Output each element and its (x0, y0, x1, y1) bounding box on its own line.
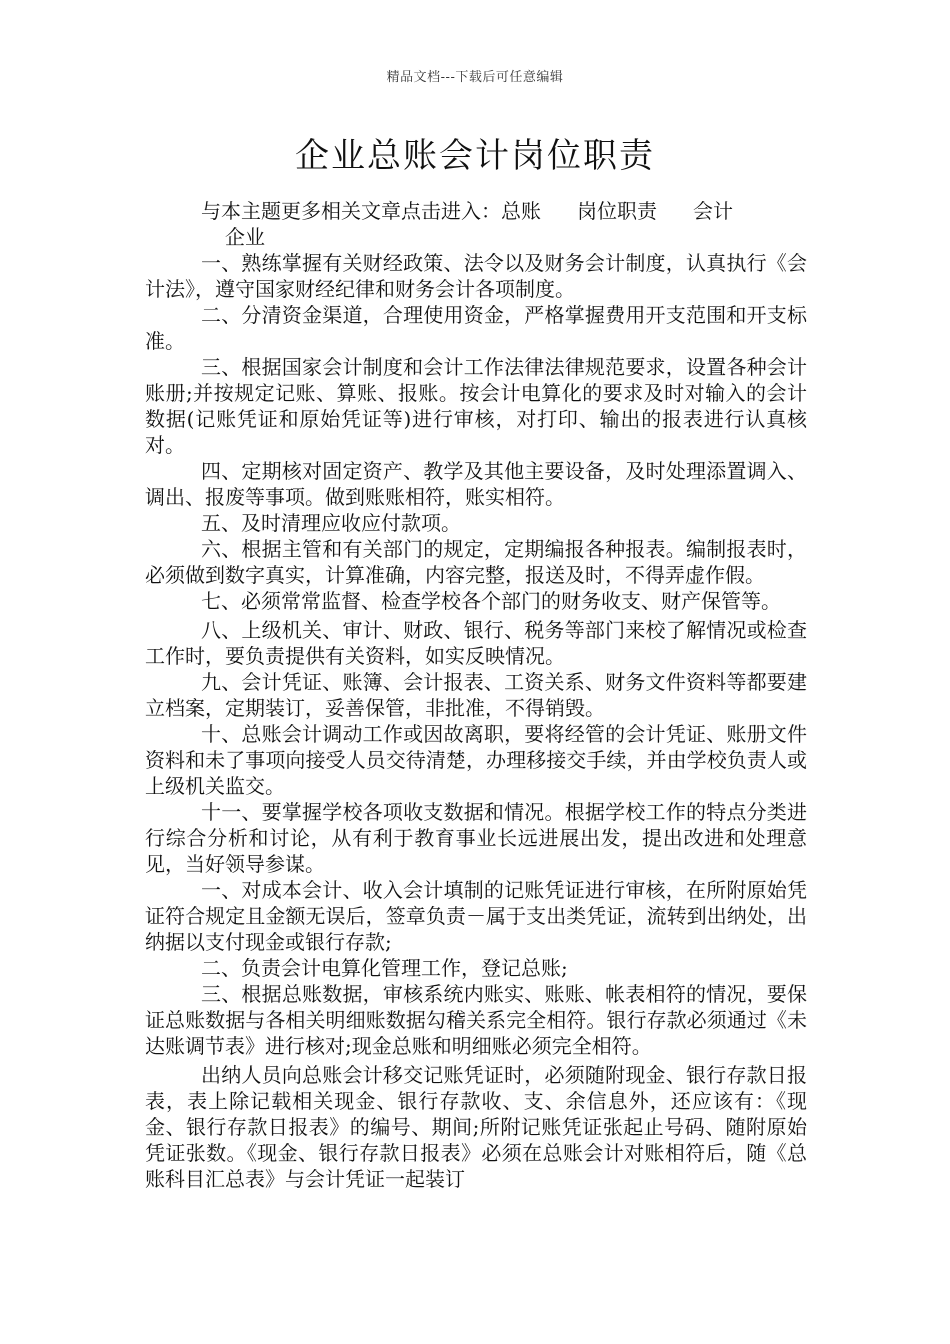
related-link-enterprise[interactable]: 企业 (225, 225, 265, 249)
paragraph: 三、根据总账数据，审核系统内账实、账账、帐表相符的情况，要保证总账数据与各相关明细账数据勾稽关系完全相符。银行存款必须通过《未达账调节表》进行核对;现金总账和明细账必须完全相符。 (145, 982, 807, 1058)
paragraph: 出纳人员向总账会计移交记账凭证时，必须随附现金、银行存款日报表，表上除记载相关现金、银行存款收、支、余信息外，还应该有：《现金、银行存款日报表》的编号、期间;所附记账凭证张起止号码、随附原始凭证张数。《现金、银行存款日报表》必须在总账会计对账相符后，随《总账科目汇总表》与会计凭证一起装订 (145, 1063, 807, 1191)
paragraph: 八、上级机关、审计、财政、银行、税务等部门来校了解情况或检查工作时，要负责提供有关资料，如实反映情况。 (145, 618, 807, 668)
related-prefix: 与本主题更多相关文章点击进入： (201, 199, 501, 223)
paragraph: 十、总账会计调动工作或因故离职，要将经管的会计凭证、账册文件资料和未了事项向接受人员交待清楚，办理移接交手续，并由学校负责人或上级机关监交。 (145, 722, 807, 798)
paragraph: 二、负责会计电算化管理工作，登记总账; (201, 956, 568, 980)
related-link-accounting[interactable]: 会计 (693, 199, 733, 223)
page-header: 精品文档---下载后可任意编辑 (386, 70, 564, 85)
related-line (201, 198, 733, 224)
paragraph: 七、必须常常监督、检查学校各个部门的财务收支、财产保管等。 (201, 589, 781, 613)
paragraph: 四、定期核对固定资产、教学及其他主要设备，及时处理添置调入、调出、报废等事项。做到账账相符，账实相符。 (145, 459, 807, 509)
paragraph: 五、及时清理应收应付款项。 (201, 511, 461, 535)
related-line-2 (201, 224, 807, 250)
paragraph: 二、分清资金渠道，合理使用资金，严格掌握费用开支范围和开支标准。 (145, 303, 807, 353)
paragraph: 六、根据主管和有关部门的规定，定期编报各种报表。编制报表时，必须做到数字真实，计算准确，内容完整，报送及时，不得弄虚作假。 (145, 537, 807, 587)
paragraph: 九、会计凭证、账簿、会计报表、工资关系、财务文件资料等都要建立档案，定期装订，妥善保管，非批准，不得销毁。 (145, 670, 807, 720)
related-articles (145, 198, 807, 250)
paragraph: 一、熟练掌握有关财经政策、法令以及财务会计制度，认真执行《会计法》，遵守国家财经纪律和财务会计各项制度。 (145, 251, 807, 301)
paragraph: 十一、要掌握学校各项收支数据和情况。根据学校工作的特点分类进行综合分析和讨论，从有利于教育事业长远进展出发，提出改进和处理意见，当好领导参谋。 (145, 800, 807, 876)
document-body (145, 198, 807, 1192)
document-title: 企业总账会计岗位职责 (295, 136, 655, 176)
related-link-general-ledger[interactable]: 总账 (501, 199, 541, 223)
paragraph: 一、对成本会计、收入会计填制的记账凭证进行审核，在所附原始凭证符合规定且金额无误后，签章负责－属于支出类凭证，流转到出纳处，出纳据以支付现金或银行存款; (145, 878, 807, 954)
paragraph: 三、根据国家会计制度和会计工作法律法律规范要求，设置各种会计账册;并按规定记账、算账、报账。按会计电算化的要求及时对输入的会计数据(记账凭证和原始凭证等)进行审核，对打印、输出的报表进行认真核对。 (145, 355, 807, 457)
related-link-job-duties[interactable]: 岗位职责 (577, 199, 657, 223)
